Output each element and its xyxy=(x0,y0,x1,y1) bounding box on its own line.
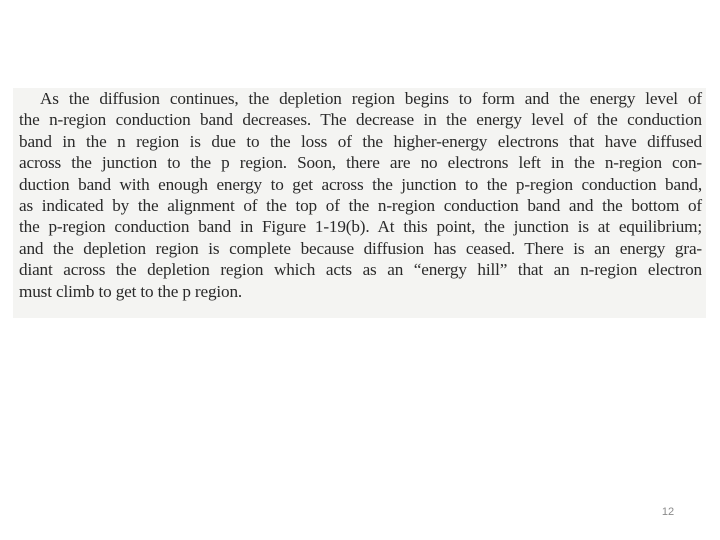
paragraph-line: the p-region conduction band in Figure 1-19(b). At this point, the junction is at equilibrium; xyxy=(19,217,702,237)
paragraph-line: and the depletion region is complete because diffusion has ceased. There is an energy gra- xyxy=(19,238,702,258)
paragraph-line: As the diffusion continues, the depletion region begins to form and the energy level of xyxy=(40,89,702,108)
paragraph xyxy=(19,88,702,302)
scanned-text-image xyxy=(13,88,706,318)
paragraph-line: duction band with enough energy to get across the junction to the p-region conduction band, xyxy=(19,174,702,194)
paragraph-line: across the junction to the p region. Soon, there are no electrons left in the n-region con- xyxy=(19,153,702,173)
paragraph-line: diant across the depletion region which acts as an “energy hill” that an n-region electron xyxy=(19,260,702,280)
paragraph-line: the n-region conduction band decreases. The decrease in the energy level of the conduction xyxy=(19,110,702,130)
paragraph-line: must climb to get to the p region. xyxy=(19,281,243,301)
paragraph-line: as indicated by the alignment of the top of the n-region conduction band and the bottom of xyxy=(19,196,702,216)
page-number: 12 xyxy=(661,506,675,518)
paragraph-line: band in the n region is due to the loss of the higher-energy electrons that have diffused xyxy=(19,131,702,151)
